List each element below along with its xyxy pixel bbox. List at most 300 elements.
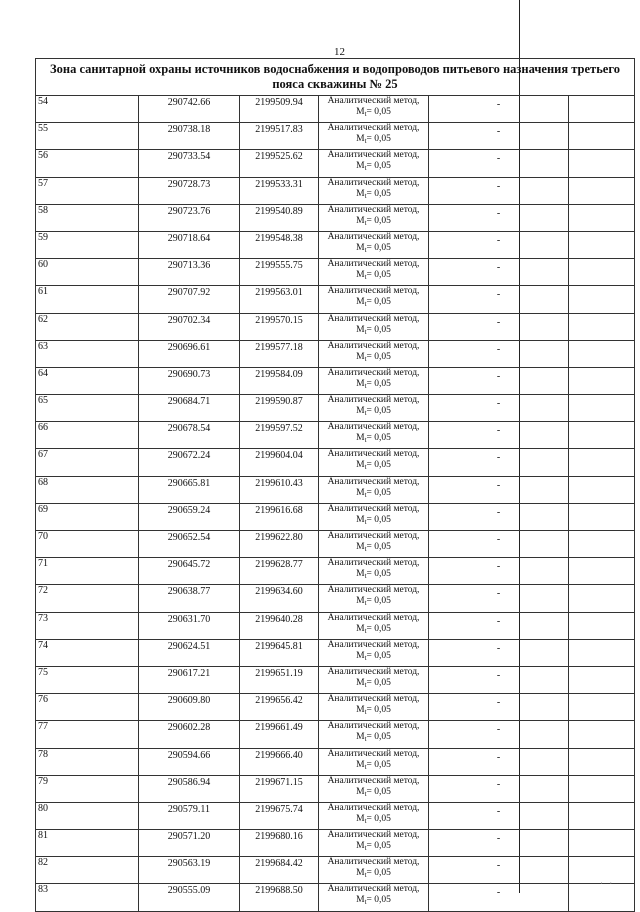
accuracy-value: $M_t= 0,05$ (356, 623, 391, 635)
note-cell: - (429, 585, 569, 612)
y-coordinate-cell: 2199590.87 (240, 395, 319, 422)
table-row (36, 694, 635, 721)
accuracy-subscript: t (364, 300, 367, 309)
method-cell (319, 367, 429, 394)
method-cell (319, 96, 429, 123)
point-number-cell: 79 (36, 775, 139, 802)
blank-cell (569, 531, 635, 558)
method-name: Аналитический метод, (327, 204, 420, 215)
note-cell: - (429, 830, 569, 857)
accuracy-subscript: t (364, 436, 367, 445)
method-name: Аналитический метод, (327, 367, 420, 378)
x-coordinate-cell: 290594.66 (139, 748, 240, 775)
point-number-cell: 75 (36, 666, 139, 693)
method-name: Аналитический метод, (327, 340, 420, 351)
note-cell: - (429, 639, 569, 666)
accuracy-value: $M_t= 0,05$ (356, 107, 391, 118)
accuracy-subscript: t (364, 164, 367, 173)
y-coordinate-cell: 2199656.42 (240, 694, 319, 721)
x-coordinate-cell: 290638.77 (139, 585, 240, 612)
y-coordinate-cell: 2199680.16 (240, 830, 319, 857)
point-number-cell: 69 (36, 503, 139, 530)
blank-cell (569, 612, 635, 639)
y-coordinate-cell: 2199509.94 (240, 96, 319, 123)
blank-cell (569, 340, 635, 367)
accuracy-subscript: t (364, 735, 367, 744)
accuracy-value: $M_t= 0,05$ (356, 677, 391, 689)
point-number-cell: 82 (36, 857, 139, 884)
accuracy-value: $M_t= 0,05$ (356, 705, 391, 717)
accuracy-value: $M_t= 0,05$ (356, 759, 391, 771)
point-number-cell: 54 (36, 96, 139, 123)
accuracy-value: $M_t= 0,05$ (356, 215, 391, 227)
blank-cell (569, 259, 635, 286)
table-row (36, 422, 635, 449)
note-cell: - (429, 884, 569, 911)
accuracy-subscript: t (364, 680, 367, 689)
accuracy-subscript: t (364, 871, 367, 880)
x-coordinate-cell: 290652.54 (139, 531, 240, 558)
x-coordinate-cell: 290707.92 (139, 286, 240, 313)
note-cell: - (429, 96, 569, 123)
method-cell (319, 503, 429, 530)
x-coordinate-cell: 290690.73 (139, 367, 240, 394)
accuracy-value: $M_t= 0,05$ (356, 270, 391, 282)
blank-cell (569, 830, 635, 857)
table-row (36, 340, 635, 367)
x-coordinate-cell: 290645.72 (139, 558, 240, 585)
accuracy-value: $M_t= 0,05$ (356, 868, 391, 880)
note-cell: - (429, 721, 569, 748)
point-number-cell: 74 (36, 639, 139, 666)
point-number-cell: 59 (36, 231, 139, 258)
accuracy-subscript: t (364, 273, 367, 282)
method-cell (319, 748, 429, 775)
method-name: Аналитический метод, (327, 666, 420, 677)
blank-cell (569, 395, 635, 422)
note-cell: - (429, 531, 569, 558)
table-row (36, 367, 635, 394)
accuracy-value: $M_t= 0,05$ (356, 188, 391, 200)
y-coordinate-cell: 2199570.15 (240, 313, 319, 340)
blank-cell (569, 639, 635, 666)
accuracy-value: $M_t= 0,05$ (356, 650, 391, 662)
y-coordinate-cell: 2199517.83 (240, 123, 319, 150)
method-name: Аналитический метод, (327, 775, 420, 786)
x-coordinate-cell: 290713.36 (139, 259, 240, 286)
table-row (36, 177, 635, 204)
note-cell: - (429, 612, 569, 639)
coordinates-table (35, 58, 635, 912)
x-coordinate-cell: 290665.81 (139, 476, 240, 503)
table-title: Зона санитарной охраны источников водоснабжения и водопроводов питьевого назначения третьего пояса скважины № 25 (36, 59, 635, 96)
table-row (36, 531, 635, 558)
table-row (36, 558, 635, 585)
point-number-cell: 68 (36, 476, 139, 503)
x-coordinate-cell: 290738.18 (139, 123, 240, 150)
note-cell: - (429, 775, 569, 802)
accuracy-value: $M_t= 0,05$ (356, 813, 391, 825)
y-coordinate-cell: 2199577.18 (240, 340, 319, 367)
note-cell: - (429, 150, 569, 177)
blank-cell (569, 449, 635, 476)
point-number-cell: 81 (36, 830, 139, 857)
x-coordinate-cell: 290631.70 (139, 612, 240, 639)
x-coordinate-cell: 290617.21 (139, 666, 240, 693)
x-coordinate-cell: 290696.61 (139, 340, 240, 367)
y-coordinate-cell: 2199661.49 (240, 721, 319, 748)
accuracy-subscript: t (364, 490, 367, 499)
note-cell: - (429, 802, 569, 829)
table-row (36, 639, 635, 666)
y-coordinate-cell: 2199610.43 (240, 476, 319, 503)
method-cell (319, 585, 429, 612)
method-cell (319, 395, 429, 422)
method-name: Аналитический метод, (327, 721, 420, 732)
point-number-cell: 78 (36, 748, 139, 775)
method-name: Аналитический метод, (327, 231, 420, 242)
method-cell (319, 830, 429, 857)
blank-cell (569, 694, 635, 721)
accuracy-subscript: t (364, 381, 367, 390)
y-coordinate-cell: 2199616.68 (240, 503, 319, 530)
y-coordinate-cell: 2199645.81 (240, 639, 319, 666)
note-cell: - (429, 395, 569, 422)
x-coordinate-cell: 290609.80 (139, 694, 240, 721)
blank-cell (569, 150, 635, 177)
table-row (36, 748, 635, 775)
method-name: Аналитический метод, (327, 612, 420, 623)
note-cell: - (429, 666, 569, 693)
blank-cell (569, 666, 635, 693)
table-row (36, 449, 635, 476)
note-cell: - (429, 449, 569, 476)
accuracy-subscript: t (364, 599, 367, 608)
note-cell: - (429, 694, 569, 721)
y-coordinate-cell: 2199555.75 (240, 259, 319, 286)
method-name: Аналитический метод, (327, 123, 420, 134)
table-row (36, 775, 635, 802)
method-cell (319, 802, 429, 829)
accuracy-subscript: t (364, 463, 367, 472)
method-name: Аналитический метод, (327, 476, 420, 487)
y-coordinate-cell: 2199533.31 (240, 177, 319, 204)
method-cell (319, 340, 429, 367)
y-coordinate-cell: 2199604.04 (240, 449, 319, 476)
method-cell (319, 123, 429, 150)
note-cell: - (429, 503, 569, 530)
accuracy-subscript: t (364, 517, 367, 526)
point-number-cell: 56 (36, 150, 139, 177)
method-name: Аналитический метод, (327, 395, 420, 406)
y-coordinate-cell: 2199548.38 (240, 231, 319, 258)
method-cell (319, 204, 429, 231)
table-body (36, 96, 635, 912)
accuracy-value: $M_t= 0,05$ (356, 406, 391, 418)
accuracy-subscript: t (364, 137, 367, 146)
x-coordinate-cell: 290702.34 (139, 313, 240, 340)
note-cell: - (429, 259, 569, 286)
y-coordinate-cell: 2199622.80 (240, 531, 319, 558)
table-row (36, 857, 635, 884)
point-number-cell: 64 (36, 367, 139, 394)
method-cell (319, 422, 429, 449)
x-coordinate-cell: 290579.11 (139, 802, 240, 829)
x-coordinate-cell: 290723.76 (139, 204, 240, 231)
accuracy-value: $M_t= 0,05$ (356, 297, 391, 309)
method-cell (319, 612, 429, 639)
accuracy-value: $M_t= 0,05$ (356, 433, 391, 445)
method-cell (319, 721, 429, 748)
accuracy-subscript: t (364, 653, 367, 662)
table-row (36, 802, 635, 829)
point-number-cell: 72 (36, 585, 139, 612)
note-cell: - (429, 313, 569, 340)
table-row (36, 884, 635, 911)
method-name: Аналитический метод, (327, 884, 420, 895)
y-coordinate-cell: 2199525.62 (240, 150, 319, 177)
accuracy-value: $M_t= 0,05$ (356, 134, 391, 146)
accuracy-subscript: t (364, 218, 367, 227)
blank-cell (569, 503, 635, 530)
x-coordinate-cell: 290718.64 (139, 231, 240, 258)
method-cell (319, 286, 429, 313)
y-coordinate-cell: 2199651.19 (240, 666, 319, 693)
y-coordinate-cell: 2199684.42 (240, 857, 319, 884)
x-coordinate-cell: 290742.66 (139, 96, 240, 123)
blank-cell (569, 775, 635, 802)
note-cell: - (429, 558, 569, 585)
accuracy-value: $M_t= 0,05$ (356, 324, 391, 336)
method-cell (319, 884, 429, 911)
method-cell (319, 857, 429, 884)
table-row (36, 231, 635, 258)
blank-cell (569, 748, 635, 775)
point-number-cell: 60 (36, 259, 139, 286)
method-name: Аналитический метод, (327, 639, 420, 650)
accuracy-subscript: t (364, 327, 367, 336)
method-name: Аналитический метод, (327, 585, 420, 596)
accuracy-subscript: t (364, 572, 367, 581)
accuracy-value: $M_t= 0,05$ (356, 732, 391, 744)
note-cell: - (429, 748, 569, 775)
accuracy-subscript: t (364, 708, 367, 717)
blank-cell (569, 476, 635, 503)
point-number-cell: 61 (36, 286, 139, 313)
accuracy-value: $M_t= 0,05$ (356, 596, 391, 608)
method-cell (319, 449, 429, 476)
method-name: Аналитический метод, (327, 313, 420, 324)
note-cell: - (429, 231, 569, 258)
method-cell (319, 150, 429, 177)
method-cell (319, 531, 429, 558)
blank-cell (569, 721, 635, 748)
note-cell: - (429, 177, 569, 204)
accuracy-value: $M_t= 0,05$ (356, 378, 391, 390)
x-coordinate-cell: 290728.73 (139, 177, 240, 204)
y-coordinate-cell: 2199563.01 (240, 286, 319, 313)
accuracy-value: $M_t= 0,05$ (356, 895, 391, 907)
point-number-cell: 73 (36, 612, 139, 639)
x-coordinate-cell: 290571.20 (139, 830, 240, 857)
note-cell: - (429, 367, 569, 394)
table-row (36, 585, 635, 612)
y-coordinate-cell: 2199671.15 (240, 775, 319, 802)
method-name: Аналитический метод, (327, 422, 420, 433)
point-number-cell: 71 (36, 558, 139, 585)
point-number-cell: 62 (36, 313, 139, 340)
blank-cell (569, 313, 635, 340)
table-row (36, 204, 635, 231)
table-row (36, 313, 635, 340)
method-name: Аналитический метод, (327, 857, 420, 868)
x-coordinate-cell: 290733.54 (139, 150, 240, 177)
blank-cell (569, 177, 635, 204)
note-cell: - (429, 340, 569, 367)
x-coordinate-cell: 290602.28 (139, 721, 240, 748)
table-row (36, 721, 635, 748)
accuracy-value: $M_t= 0,05$ (356, 786, 391, 798)
point-number-cell: 65 (36, 395, 139, 422)
accuracy-subscript: t (364, 409, 367, 418)
accuracy-value: $M_t= 0,05$ (356, 569, 391, 581)
blank-cell (569, 585, 635, 612)
table-row (36, 476, 635, 503)
note-cell: - (429, 204, 569, 231)
x-coordinate-cell: 290555.09 (139, 884, 240, 911)
method-cell (319, 476, 429, 503)
method-name: Аналитический метод, (327, 694, 420, 705)
x-coordinate-cell: 290672.24 (139, 449, 240, 476)
method-name: Аналитический метод, (327, 558, 420, 569)
method-name: Аналитический метод, (327, 259, 420, 270)
blank-cell (569, 123, 635, 150)
blank-cell (569, 884, 635, 911)
point-number-cell: 66 (36, 422, 139, 449)
point-number-cell: 63 (36, 340, 139, 367)
method-cell (319, 231, 429, 258)
y-coordinate-cell: 2199628.77 (240, 558, 319, 585)
method-cell (319, 666, 429, 693)
x-coordinate-cell: 290684.71 (139, 395, 240, 422)
accuracy-subscript: t (364, 789, 367, 798)
point-number-cell: 77 (36, 721, 139, 748)
method-cell (319, 775, 429, 802)
method-cell (319, 259, 429, 286)
point-number-cell: 80 (36, 802, 139, 829)
y-coordinate-cell: 2199688.50 (240, 884, 319, 911)
accuracy-subscript: t (364, 110, 367, 118)
y-coordinate-cell: 2199584.09 (240, 367, 319, 394)
blank-cell (569, 96, 635, 123)
point-number-cell: 57 (36, 177, 139, 204)
accuracy-subscript: t (364, 844, 367, 853)
accuracy-value: $M_t= 0,05$ (356, 242, 391, 254)
table-row (36, 612, 635, 639)
note-cell: - (429, 422, 569, 449)
x-coordinate-cell: 290624.51 (139, 639, 240, 666)
table-row (36, 259, 635, 286)
accuracy-value: $M_t= 0,05$ (356, 460, 391, 472)
method-name: Аналитический метод, (327, 449, 420, 460)
blank-cell (569, 204, 635, 231)
table-row (36, 150, 635, 177)
accuracy-subscript: t (364, 762, 367, 771)
note-cell: - (429, 476, 569, 503)
blank-cell (569, 802, 635, 829)
y-coordinate-cell: 2199634.60 (240, 585, 319, 612)
point-number-cell: 67 (36, 449, 139, 476)
method-name: Аналитический метод, (327, 748, 420, 759)
point-number-cell: 76 (36, 694, 139, 721)
blank-cell (569, 367, 635, 394)
method-cell (319, 639, 429, 666)
table-row (36, 830, 635, 857)
accuracy-subscript: t (364, 898, 367, 907)
blank-cell (569, 286, 635, 313)
method-cell (319, 558, 429, 585)
blank-cell (569, 558, 635, 585)
margin-specks: · · (600, 878, 615, 888)
table-row (36, 395, 635, 422)
x-coordinate-cell: 290678.54 (139, 422, 240, 449)
table-row (36, 666, 635, 693)
method-name: Аналитический метод, (327, 96, 420, 106)
accuracy-subscript: t (364, 545, 367, 553)
point-number-cell: 58 (36, 204, 139, 231)
y-coordinate-cell: 2199666.40 (240, 748, 319, 775)
point-number-cell: 83 (36, 884, 139, 911)
method-name: Аналитический метод, (327, 177, 420, 188)
point-number-cell: 55 (36, 123, 139, 150)
y-coordinate-cell: 2199597.52 (240, 422, 319, 449)
y-coordinate-cell: 2199640.28 (240, 612, 319, 639)
x-coordinate-cell: 290659.24 (139, 503, 240, 530)
accuracy-subscript: t (364, 191, 367, 200)
note-cell: - (429, 286, 569, 313)
note-cell: - (429, 857, 569, 884)
accuracy-value: $M_t= 0,05$ (356, 351, 391, 363)
table-row (36, 96, 635, 123)
blank-cell (569, 231, 635, 258)
blank-cell (569, 422, 635, 449)
accuracy-value: $M_t= 0,05$ (356, 487, 391, 499)
page-number: 12 (334, 46, 345, 58)
method-cell (319, 177, 429, 204)
x-coordinate-cell: 290563.19 (139, 857, 240, 884)
y-coordinate-cell: 2199540.89 (240, 204, 319, 231)
note-cell: - (429, 123, 569, 150)
method-name: Аналитический метод, (327, 830, 420, 841)
method-name: Аналитический метод, (327, 503, 420, 514)
accuracy-subscript: t (364, 626, 367, 635)
method-cell (319, 313, 429, 340)
accuracy-subscript: t (364, 816, 367, 825)
table-row (36, 123, 635, 150)
accuracy-value: $M_t= 0,05$ (356, 514, 391, 526)
accuracy-value: $M_t= 0,05$ (356, 542, 391, 553)
method-name: Аналитический метод, (327, 531, 420, 541)
accuracy-value: $M_t= 0,05$ (356, 841, 391, 853)
table-row (36, 286, 635, 313)
method-cell (319, 694, 429, 721)
accuracy-value: $M_t= 0,05$ (356, 161, 391, 173)
y-coordinate-cell: 2199675.74 (240, 802, 319, 829)
method-name: Аналитический метод, (327, 802, 420, 813)
accuracy-subscript: t (364, 354, 367, 363)
method-name: Аналитический метод, (327, 286, 420, 297)
x-coordinate-cell: 290586.94 (139, 775, 240, 802)
